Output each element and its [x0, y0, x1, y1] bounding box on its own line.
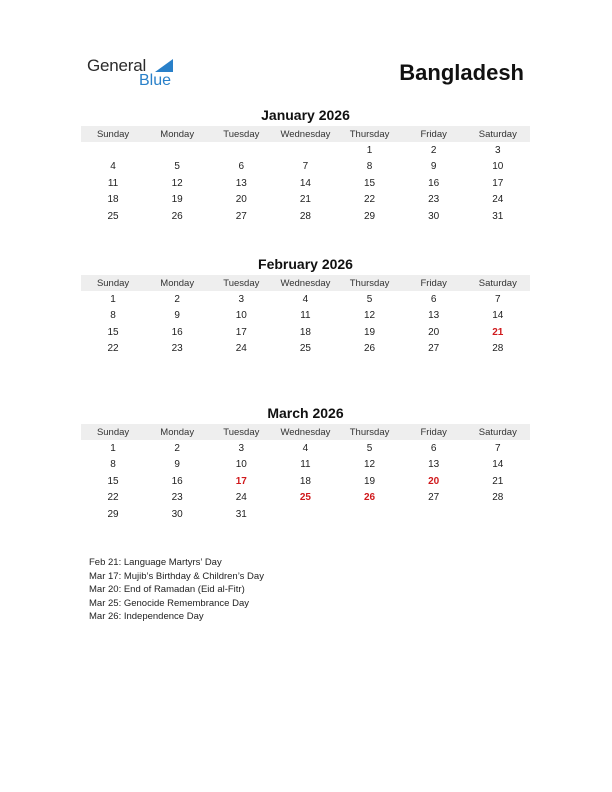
- logo-general-text: General: [87, 56, 147, 75]
- week-row: [81, 506, 530, 523]
- day-cell: 5: [366, 442, 373, 454]
- holiday-item: Mar 26: Independence Day: [89, 611, 204, 623]
- day-cell: 3: [238, 293, 245, 305]
- day-cell: 4: [302, 442, 309, 454]
- day-cell: 5: [366, 293, 373, 305]
- weekday-label: Monday: [160, 426, 195, 438]
- day-cell: 1: [366, 144, 373, 156]
- weekday-label: Friday: [420, 277, 447, 289]
- weekday-label: Monday: [160, 277, 195, 289]
- day-cell: 21: [492, 326, 504, 338]
- weekday-header-row: [81, 275, 530, 291]
- day-cell: 1: [110, 293, 116, 305]
- day-cell: 25: [299, 492, 311, 504]
- month-title: January 2026: [261, 107, 350, 123]
- week-row: [81, 175, 530, 192]
- weekday-label: Monday: [160, 128, 195, 140]
- day-cell: 27: [428, 343, 440, 355]
- country-title: Bangladesh: [399, 60, 524, 85]
- day-cell: 26: [364, 343, 376, 355]
- day-cell: 23: [171, 343, 183, 355]
- day-cell: 27: [428, 492, 440, 504]
- holiday-item: Mar 20: End of Ramadan (Eid al-Fitr): [89, 584, 245, 596]
- weekday-label: Saturday: [478, 277, 517, 289]
- day-cell: 16: [428, 177, 440, 189]
- week-row: [81, 490, 530, 507]
- holiday-list: [89, 556, 264, 624]
- calendar-month-march: [81, 405, 530, 523]
- day-cell: 20: [428, 326, 440, 338]
- week-row: [81, 142, 530, 159]
- day-cell: 17: [235, 475, 247, 487]
- week-row: [81, 159, 530, 176]
- weekday-label: Friday: [420, 426, 447, 438]
- day-cell: 31: [235, 508, 247, 520]
- weekday-header-row: [81, 424, 530, 440]
- day-cell: 16: [171, 475, 183, 487]
- day-cell: 8: [366, 161, 373, 173]
- month-grid: [81, 142, 530, 225]
- day-cell: 22: [364, 194, 376, 206]
- weekday-label: Wednesday: [280, 277, 331, 289]
- holiday-item: Mar 17: Mujib’s Birthday & Children’s Day: [89, 570, 264, 582]
- day-cell: 9: [174, 459, 180, 471]
- weekday-label: Wednesday: [280, 426, 331, 438]
- weekday-label: Saturday: [478, 128, 517, 140]
- day-cell: 12: [364, 459, 376, 471]
- day-cell: 23: [171, 492, 183, 504]
- weekday-label: Tuesday: [223, 277, 260, 289]
- day-cell: 2: [174, 293, 180, 305]
- day-cell: 29: [107, 508, 119, 520]
- week-row: [81, 473, 530, 490]
- day-cell: 4: [302, 293, 309, 305]
- day-cell: 7: [495, 293, 501, 305]
- weekday-label: Thursday: [349, 426, 390, 438]
- day-cell: 28: [492, 343, 504, 355]
- day-cell: 15: [107, 326, 119, 338]
- holiday-item: Mar 25: Genocide Remembrance Day: [89, 597, 249, 609]
- day-cell: 6: [430, 293, 437, 305]
- week-row: [81, 192, 530, 209]
- day-cell: 3: [238, 442, 245, 454]
- day-cell: 18: [107, 194, 119, 206]
- week-row: [81, 208, 530, 225]
- day-cell: 28: [492, 492, 504, 504]
- month-grid: [81, 440, 530, 523]
- weekday-header-row: [81, 126, 530, 142]
- weekday-label: Sunday: [96, 277, 130, 289]
- day-cell: 12: [364, 310, 376, 322]
- calendar-month-january: [81, 107, 530, 225]
- week-row: [81, 308, 530, 325]
- weekday-label: Friday: [420, 128, 447, 140]
- day-cell: 8: [110, 310, 116, 322]
- month-title: February 2026: [258, 256, 353, 272]
- day-cell: 6: [238, 161, 245, 173]
- calendar-month-february: [81, 256, 530, 357]
- holiday-item: Feb 21: Language Martyrs’ Day: [89, 557, 222, 568]
- day-cell: 13: [235, 177, 247, 189]
- day-cell: 26: [171, 210, 183, 222]
- weekday-label: Tuesday: [223, 426, 260, 438]
- weekday-label: Tuesday: [223, 128, 260, 140]
- day-cell: 11: [107, 177, 119, 189]
- day-cell: 28: [299, 210, 311, 222]
- week-row: [81, 440, 530, 457]
- month-grid: [81, 291, 530, 357]
- day-cell: 22: [107, 492, 119, 504]
- day-cell: 18: [299, 326, 311, 338]
- weekday-label: Wednesday: [280, 128, 331, 140]
- day-cell: 14: [299, 177, 311, 189]
- day-cell: 14: [492, 310, 504, 322]
- day-cell: 9: [430, 161, 437, 173]
- weekday-label: Sunday: [96, 128, 130, 140]
- day-cell: 2: [430, 144, 437, 156]
- day-cell: 30: [428, 210, 440, 222]
- day-cell: 31: [492, 210, 504, 222]
- day-cell: 10: [235, 310, 247, 322]
- day-cell: 15: [107, 475, 119, 487]
- day-cell: 19: [364, 326, 376, 338]
- day-cell: 24: [235, 492, 247, 504]
- day-cell: 6: [430, 442, 437, 454]
- logo-triangle-icon: [155, 59, 173, 72]
- day-cell: 20: [235, 194, 247, 206]
- day-cell: 23: [428, 194, 440, 206]
- day-cell: 2: [174, 442, 180, 454]
- week-row: [81, 291, 530, 308]
- day-cell: 4: [110, 161, 116, 173]
- day-cell: 1: [110, 442, 116, 454]
- day-cell: 11: [300, 310, 311, 322]
- day-cell: 29: [364, 210, 376, 222]
- weekday-label: Thursday: [349, 128, 390, 140]
- day-cell: 16: [171, 326, 183, 338]
- week-row: [81, 341, 530, 358]
- day-cell: 13: [428, 310, 440, 322]
- day-cell: 27: [235, 210, 247, 222]
- month-title: March 2026: [267, 405, 344, 421]
- day-cell: 19: [364, 475, 376, 487]
- day-cell: 20: [428, 475, 440, 487]
- day-cell: 17: [492, 177, 504, 189]
- day-cell: 19: [171, 194, 183, 206]
- day-cell: 7: [302, 161, 309, 173]
- day-cell: 30: [171, 508, 183, 520]
- day-cell: 21: [492, 475, 504, 487]
- day-cell: 14: [492, 459, 504, 471]
- day-cell: 24: [492, 194, 504, 206]
- day-cell: 5: [174, 161, 180, 173]
- day-cell: 18: [299, 475, 311, 487]
- day-cell: 13: [428, 459, 440, 471]
- weekday-label: Thursday: [349, 277, 390, 289]
- day-cell: 9: [174, 310, 180, 322]
- week-row: [81, 324, 530, 341]
- day-cell: 12: [171, 177, 183, 189]
- weekday-label: Saturday: [478, 426, 517, 438]
- day-cell: 15: [364, 177, 376, 189]
- weekday-label: Sunday: [96, 426, 130, 438]
- day-cell: 25: [107, 210, 119, 222]
- day-cell: 10: [235, 459, 247, 471]
- day-cell: 3: [495, 144, 501, 156]
- day-cell: 7: [495, 442, 501, 454]
- day-cell: 10: [492, 161, 504, 173]
- day-cell: 17: [235, 326, 247, 338]
- day-cell: 21: [299, 194, 311, 206]
- day-cell: 11: [300, 459, 311, 471]
- logo: [87, 56, 197, 92]
- day-cell: 26: [364, 492, 376, 504]
- day-cell: 25: [299, 343, 311, 355]
- week-row: [81, 457, 530, 474]
- day-cell: 24: [235, 343, 247, 355]
- day-cell: 22: [107, 343, 119, 355]
- day-cell: 8: [110, 459, 116, 471]
- logo-blue-text: Blue: [139, 72, 172, 89]
